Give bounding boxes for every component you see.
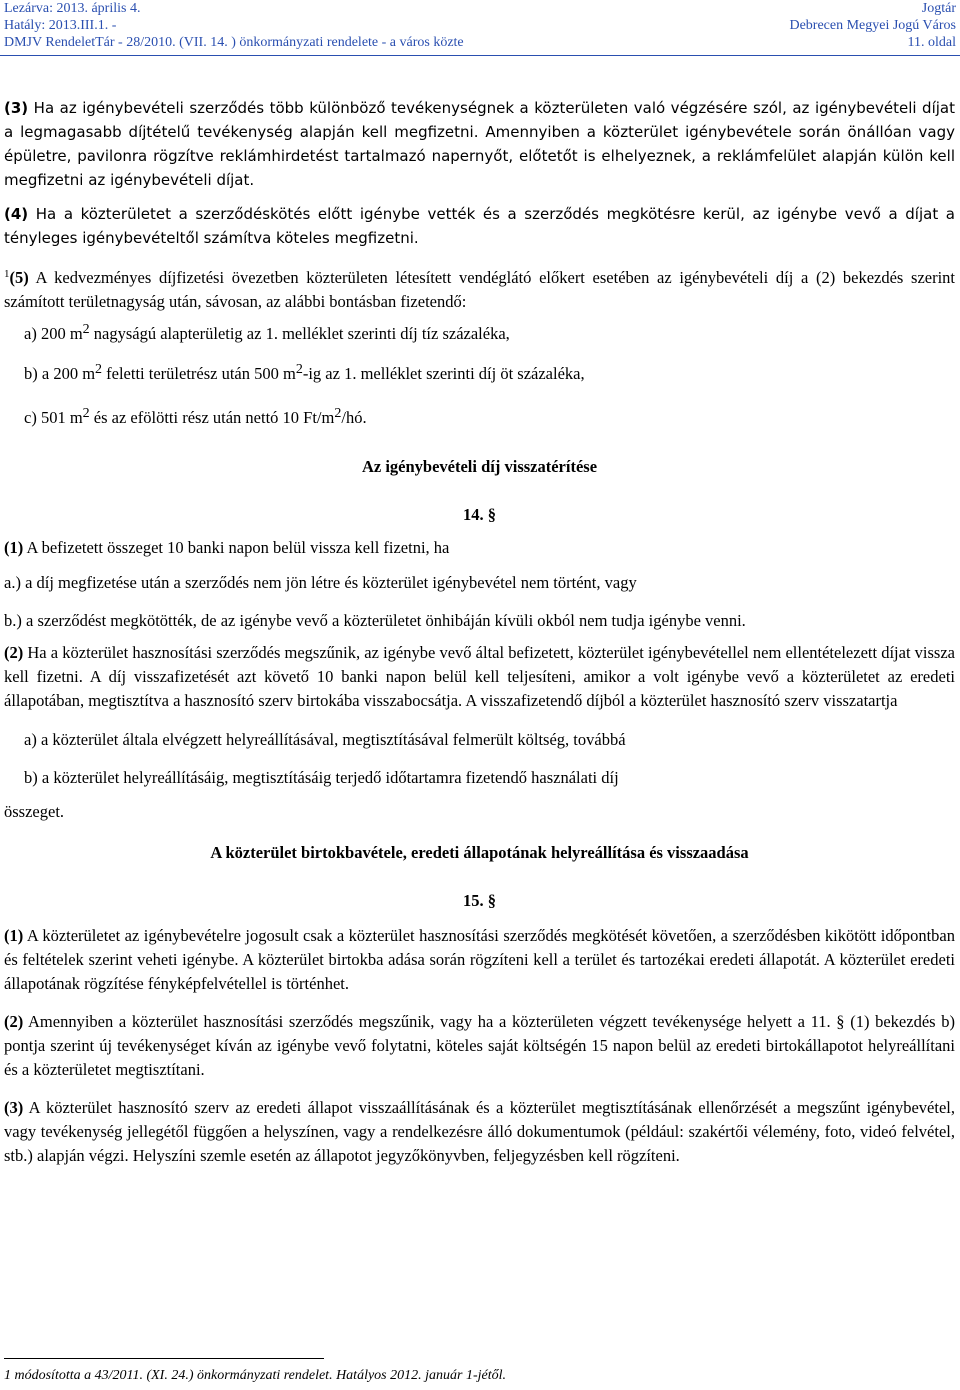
section-heading: Az igénybevételi díj visszatérítése [361,457,598,476]
page-header [0,0,960,54]
footnote-divider [4,1358,324,1359]
section-14-p2-ending: összeget. [4,802,65,821]
municipality: Debrecen Megyei Jogú Város [789,18,956,33]
paragraph-text: A kedvezményes díjfizetési övezetben közterületen létesített vendéglátó előkert esetében az igénybevételi díj a (2) bekezdés szerint számított területnagyság után, sávosan, az alábbi bontásban fizetendő: [4,268,955,311]
document-body [4,96,955,1177]
paragraph-number: (2) [4,1012,24,1031]
effective-date: Hatály: 2013.III.1. - [4,18,117,33]
footnote-marker: 1 [4,268,10,280]
section-15-paragraph-1: (1) A közterületet az igénybevételre jogosult csak a közterület hasznosítási szerződés megkötését követően, a szerződésben kikötött időpontban és feltételek szerint veheti igénybe. A közterület birtokba adása során rögzíteni kell a terület és tartozékai eredeti állapotát. A közterület eredeti állapotának rögzítése fényképfelvétellel is történhet. [4,926,955,993]
list-item-a: a) 200 $m^2$ nagyságú alapterületig az 1. melléklet szerinti díj tíz százaléka, [24,322,510,343]
paragraph-number: (3) [4,99,29,117]
section-number: 14. § [463,505,496,524]
document-reference: DMJV RendeletTár - 28/2010. (VII. 14. ) önkormányzati rendelete - a város közte [4,35,464,50]
publisher: Jogtár [921,1,956,16]
section-14-p2-item-a: a) a közterület általa elvégzett helyreállításával, megtisztításával felmerült költség, továbbá [24,730,626,749]
paragraph-5 [4,262,955,314]
section-heading: A közterület birtokbavétele, eredeti állapotának helyreállítása és visszaadása [210,843,749,862]
section-15-paragraph-2: (2) Amennyiben a közterület hasznosítási szerződés megszűnik, vagy ha a közterületen végzett tevékenysége helyett a 11. § (1) bekezdés b) pontja szerint új tevékenységet kíván az igénybe vevő folytatni, köteles saját költségén 15 napon belül az eredeti birtokállapotot helyreállítani és a közterületet megtisztítani. [4,1012,955,1079]
paragraph-number: (4) [4,205,29,223]
paragraph-text: Ha az igénybevételi szerződés több különböző tevékenységnek a közterületen való végzésére szól, az igénybevételi díjat a legmagasabb díjtételű tevékenység alapján kell megfizetni. Amennyiben a közterület igénybevétele során önállóan vagy épületre, pavilonra rögzítve reklámhirdetést tartalmazó napernyőt, előtetőt is elhelyeznek, a reklámfelület alapján külön kell megfizetni az igénybevételi díjat. [4,99,955,189]
section-14-paragraph-1: (1) A befizetett összeget 10 banki napon belül vissza kell fizetni, ha [4,538,450,557]
paragraph-number: (1) [4,538,24,557]
list-item-b: b) a 200 $m^2$ feletti területrész után 500 $m^2-ig$ az 1. melléklet szerinti díj öt százaléka, [24,362,585,383]
paragraph-number: (1) [4,926,24,945]
footnote: 1 módosította a 43/2011. (XI. 24.) önkormányzati rendelet. Hatályos 2012. január 1-jétől. [4,1368,507,1383]
paragraph-text: Ha a közterületet a szerződéskötés előtt igénybe vették és a szerződés megkötésre kerül, az igénybe vevő a díjat a tényleges igénybevételtől számítva köteles megfizetni. [4,205,955,247]
paragraph-4 [4,202,955,250]
header-divider [0,55,960,56]
section-14-paragraph-2: (2) Ha a közterület hasznosítási szerződés megszűnik, az igénybe vevő által befizetett, közterület igénybevétellel nem ellentételezett díjat vissza kell fizetni. A díj visszafizetését azt követő 10 banki napon belül kell teljesíteni, amikor a volt igénybe vevő a közterületet az eredeti állapotában, megtisztítva a hasznosító szerv birtokába visszabocsátja. A visszafizetendő díjból a közterület hasznosító szerv visszatartja [4,643,955,710]
list-item-c: c) 501 $m^2$ és az efölötti rész után nettó 10 $Ft/m^2/hó$. [24,406,367,427]
section-14-item-b: b.) a szerződést megkötötték, de az igénybe vevő a közterületet önhibáján kívüli okból nem tudja igénybe venni. [4,611,746,630]
closed-date: Lezárva: 2013. április 4. [4,1,141,16]
header-left [4,0,464,51]
section-14-p2-item-b: b) a közterület helyreállításáig, megtisztításáig terjedő időtartamra fizetendő használati díj [24,768,619,787]
section-14-item-a: a.) a díj megfizetése után a szerződés nem jön létre és közterület igénybevétel nem történt, vagy [4,573,637,592]
paragraph-number: (5) [9,268,29,287]
header-right [789,0,956,51]
paragraph-number: (3) [4,1098,24,1117]
paragraph-number: (2) [4,643,24,662]
section-number: 15. § [463,891,496,910]
page-number: 11. oldal [907,35,956,50]
paragraph-3 [4,96,955,192]
section-15-paragraph-3: (3) A közterület hasznosító szerv az eredeti állapot visszaállításának és a közterület megtisztításának ellenőrzését a megszűnt igénybevétel, vagy tevékenység jellegétől függően a helyszínen, vagy a rendelkezésre álló dokumentumok (például: szakértői vélemény, foto, videó felvétel, stb.) alapján végzi. Helyszíni szemle esetén az állapotot jegyzőkönyvben, feljegyzésben kell rögzíteni. [4,1098,955,1165]
